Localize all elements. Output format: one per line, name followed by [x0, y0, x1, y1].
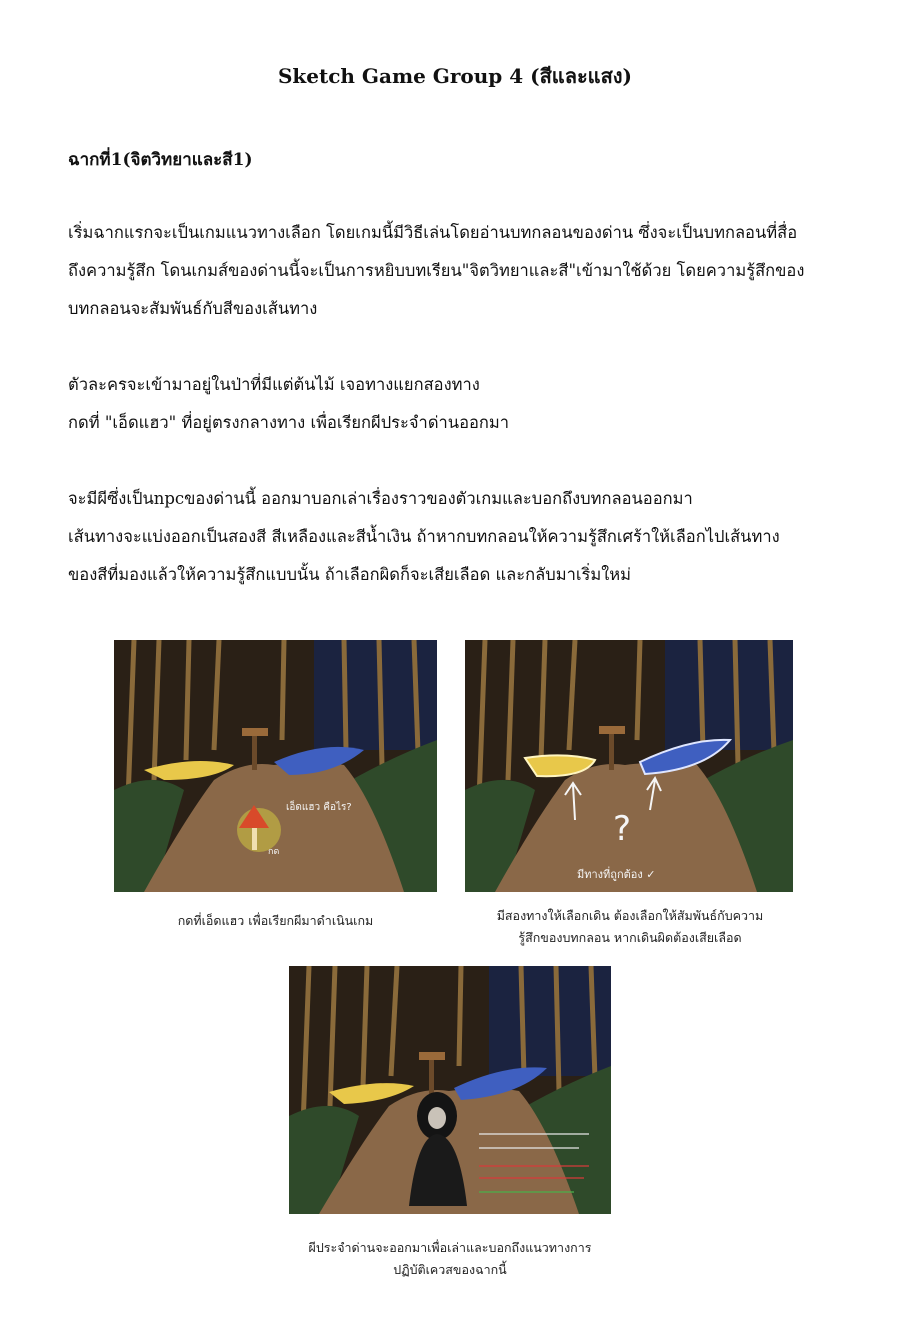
sketch-image-ghost	[289, 966, 611, 1214]
text-line: จะมีผีซึ่งเป็นnpcของด่านนี้ ออกมาบอกเล่าเรื่องราวของตัวเกมและบอกถึงบทกลอนออกมา	[68, 489, 693, 508]
sketch-image-mushroom	[114, 640, 437, 892]
text-line: บทกลอนจะสัมพันธ์กับสีของเส้นทาง	[68, 299, 318, 318]
question-mark: ?	[613, 809, 632, 849]
caption-line: รู้สึกของบทกลอน หากเดินผิดต้องเสียเลือด	[518, 930, 742, 945]
paragraph-rules	[68, 480, 868, 594]
sketch-note: เอ็ดแฮว คือไร?	[286, 802, 352, 813]
scene-heading: ฉากที่1(จิตวิทยาและสี1)	[68, 150, 253, 170]
text-line: เส้นทางจะแบ่งออกเป็นสองสี สีเหลืองและสีน้ำเงิน ถ้าหากบทกลอนให้ความรู้สึกเศร้าให้เลือกไปเส้นทาง	[68, 527, 780, 546]
caption-image2	[455, 905, 805, 949]
caption-line: ปฏิบัติเควสของฉากนี้	[393, 1262, 507, 1277]
sketch-note: มีทางที่ถูกต้อง ✓	[577, 868, 656, 881]
paragraph-intro	[68, 214, 868, 328]
caption-line: มีสองทางให้เลือกเดิน ต้องเลือกให้สัมพันธ์กับความ	[496, 908, 764, 923]
caption-line: กดที่เอ็ดแฮว เพื่อเรียกผีมาดำเนินเกม	[177, 913, 374, 928]
paragraph-setting	[68, 366, 868, 442]
text-line: ถึงความรู้สึก โดนเกมส์ของด่านนี้จะเป็นการหยิบบทเรียน"จิตวิทยาและสี"เข้ามาใช้ด้วย โดยความรู้สึกของ	[68, 261, 805, 280]
sketch-note-press: กด	[268, 847, 280, 857]
text-line: กดที่ "เอ็ดแฮว" ที่อยู่ตรงกลางทาง เพื่อเรียกผีประจำด่านออกมา	[68, 413, 510, 432]
text-line: ตัวละครจะเข้ามาอยู่ในป่าที่มีแต่ต้นไม้ เจอทางแยกสองทาง	[68, 375, 480, 394]
text-line: ของสีที่มองแล้วให้ความรู้สึกแบบนั้น ถ้าเลือกผิดก็จะเสียเลือด และกลับมาเริ่มใหม่	[68, 565, 632, 584]
text-line: เริ่มฉากแรกจะเป็นเกมแนวทางเลือก โดยเกมนี้มีวิธีเล่นโดยอ่านบทกลอนของด่าน ซึ่งจะเป็นบทกลอนที่สื่อ	[68, 223, 798, 242]
caption-line: ผีประจำด่านจะออกมาเพื่อเล่าและบอกถึงแนวทางการ	[308, 1240, 592, 1255]
caption-image3	[270, 1237, 630, 1281]
page-title: Sketch Game Group 4 (สีและแสง)	[277, 64, 633, 88]
sketch-image-paths	[465, 640, 793, 892]
caption-image1	[114, 910, 437, 932]
